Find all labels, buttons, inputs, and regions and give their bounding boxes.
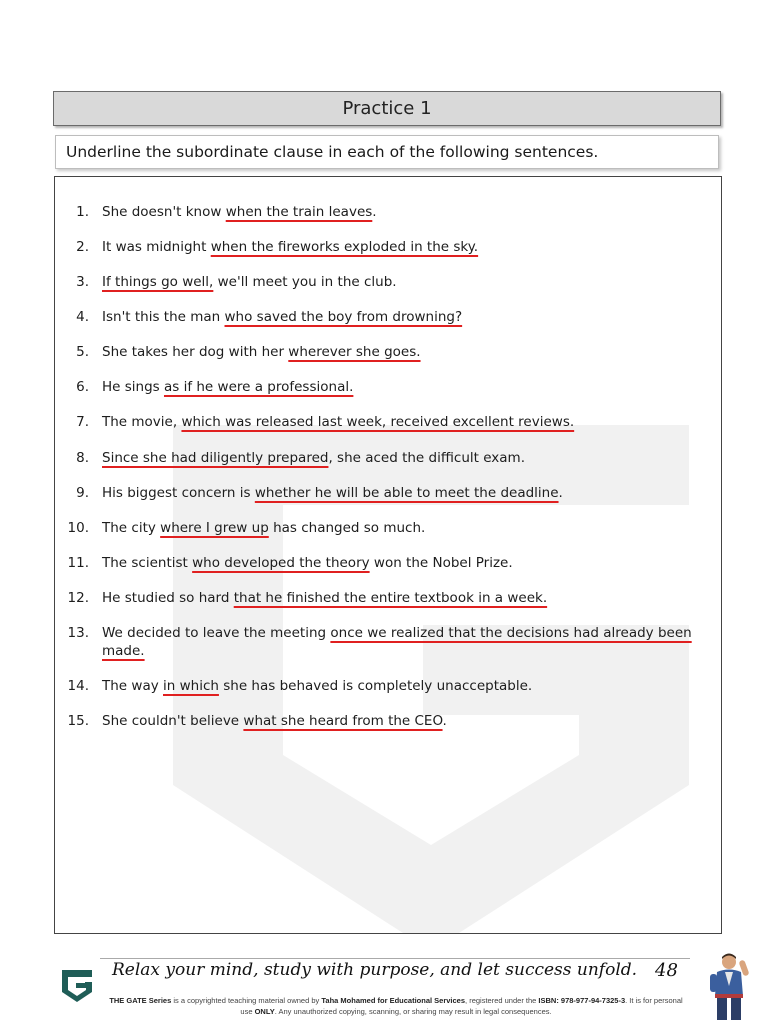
subordinate-clause: wherever she goes.: [288, 344, 421, 360]
subordinate-clause: that he finished the entire textbook in a week.: [233, 590, 548, 606]
sentence-number: 5.: [76, 344, 89, 360]
sentence-number: 7.: [76, 414, 89, 430]
instruction-box: [55, 135, 719, 169]
sentence-main-part: has changed so much.: [268, 520, 426, 536]
sentence-number: 13.: [67, 625, 89, 641]
sentence-main-part: She doesn't know: [102, 204, 226, 220]
series-name: THE GATE Series: [109, 996, 172, 1005]
sentence-main-part: The scientist: [102, 555, 193, 571]
sentence-text: [102, 449, 707, 467]
copyright-text: . It is for personal use: [240, 996, 683, 1016]
sentence-number: 2.: [76, 239, 89, 255]
page-number: 48: [655, 960, 678, 981]
sentence-main-part: , she aced the difficult exam.: [328, 450, 525, 466]
sentence-main-part: .: [372, 204, 377, 220]
sentence-main-part: He sings: [102, 379, 164, 395]
sentence-number: 12.: [67, 590, 89, 606]
sentence-main-part: won the Nobel Prize.: [369, 555, 513, 571]
sentence-text: [102, 413, 707, 431]
page-title: Practice 1: [53, 91, 721, 126]
sentence-main-part: she has behaved is completely unacceptable.: [218, 678, 533, 694]
sentence-main-part: She couldn't believe: [102, 713, 244, 729]
sentence-number: 1.: [76, 204, 89, 220]
sentence-text: [102, 238, 707, 256]
footer-divider: [100, 958, 690, 959]
copyright-text: . Any unauthorized copying, scanning, or sharing may result in legal consequences.: [274, 1007, 552, 1016]
copyright-text: is a copyrighted teaching material owned by: [171, 996, 322, 1005]
subordinate-clause: who saved the boy from drowning?: [224, 309, 463, 325]
sentence-text: [102, 343, 707, 361]
sentence-number: 11.: [67, 555, 89, 571]
subordinate-clause: once we realized that the decisions had already been made.: [102, 625, 692, 659]
isbn: ISBN: 978-977-94-7325-3: [538, 996, 626, 1005]
subordinate-clause: in which: [163, 678, 219, 694]
subordinate-clause: Since she had diligently prepared: [102, 450, 329, 466]
sentence-main-part: We decided to leave the meeting: [102, 625, 331, 641]
superhero-mascot-image: [705, 952, 757, 1022]
sentence-text: [102, 484, 707, 502]
sentence-main-part: It was midnight: [102, 239, 211, 255]
sentence-text: [102, 273, 707, 291]
copyright-text: , registered under the: [465, 996, 539, 1005]
subordinate-clause: who developed the theory: [192, 555, 370, 571]
subordinate-clause: which was released last week, received excellent reviews.: [181, 414, 575, 430]
gate-logo-icon: [60, 968, 94, 1004]
sentence-text: [102, 308, 707, 326]
sentence-main-part: .: [442, 713, 447, 729]
sentence-text: [102, 378, 707, 396]
sentence-text: [102, 589, 707, 607]
only-word: ONLY: [254, 1007, 275, 1016]
sentence-main-part: He studied so hard: [102, 590, 234, 606]
sentence-main-part: The way: [102, 678, 163, 694]
sentence-text: [102, 203, 707, 221]
subordinate-clause: where I grew up: [160, 520, 269, 536]
owner-name: Taha Mohamed for Educational Services: [321, 996, 466, 1005]
footer-motto: Relax your mind, study with purpose, and let success unfold.: [112, 960, 638, 980]
sentence-number: 15.: [67, 713, 89, 729]
subordinate-clause: when the train leaves: [225, 204, 373, 220]
subordinate-clause: when the fireworks exploded in the sky.: [210, 239, 479, 255]
sentence-main-part: .: [558, 485, 563, 501]
sentence-main-part: His biggest concern is: [102, 485, 255, 501]
subordinate-clause: as if he were a professional.: [163, 379, 354, 395]
subordinate-clause: what she heard from the CEO: [243, 713, 443, 729]
subordinate-clause: If things go well,: [102, 274, 214, 290]
sentence-text: [102, 624, 707, 660]
sentence-text: [102, 677, 707, 695]
sentence-number: 8.: [76, 450, 89, 466]
sentence-main-part: She takes her dog with her: [102, 344, 289, 360]
sentence-main-part: The city: [102, 520, 161, 536]
sentence-text: [102, 554, 707, 572]
copyright-notice: [106, 995, 686, 1017]
sentence-number: 3.: [76, 274, 89, 290]
sentence-main-part: Isn't this the man: [102, 309, 225, 325]
sentence-text: [102, 519, 707, 537]
sentence-main-part: we'll meet you in the club.: [213, 274, 397, 290]
instruction-text: Underline the subordinate clause in each of the following sentences.: [66, 143, 599, 161]
sentence-number: 14.: [67, 678, 89, 694]
exercise-box: [54, 176, 722, 934]
subordinate-clause: whether he will be able to meet the deadline: [254, 485, 559, 501]
sentence-main-part: The movie,: [102, 414, 182, 430]
sentence-number: 9.: [76, 485, 89, 501]
sentence-number: 6.: [76, 379, 89, 395]
sentence-number: 10.: [67, 520, 89, 536]
sentence-text: [102, 712, 707, 730]
sentence-number: 4.: [76, 309, 89, 325]
